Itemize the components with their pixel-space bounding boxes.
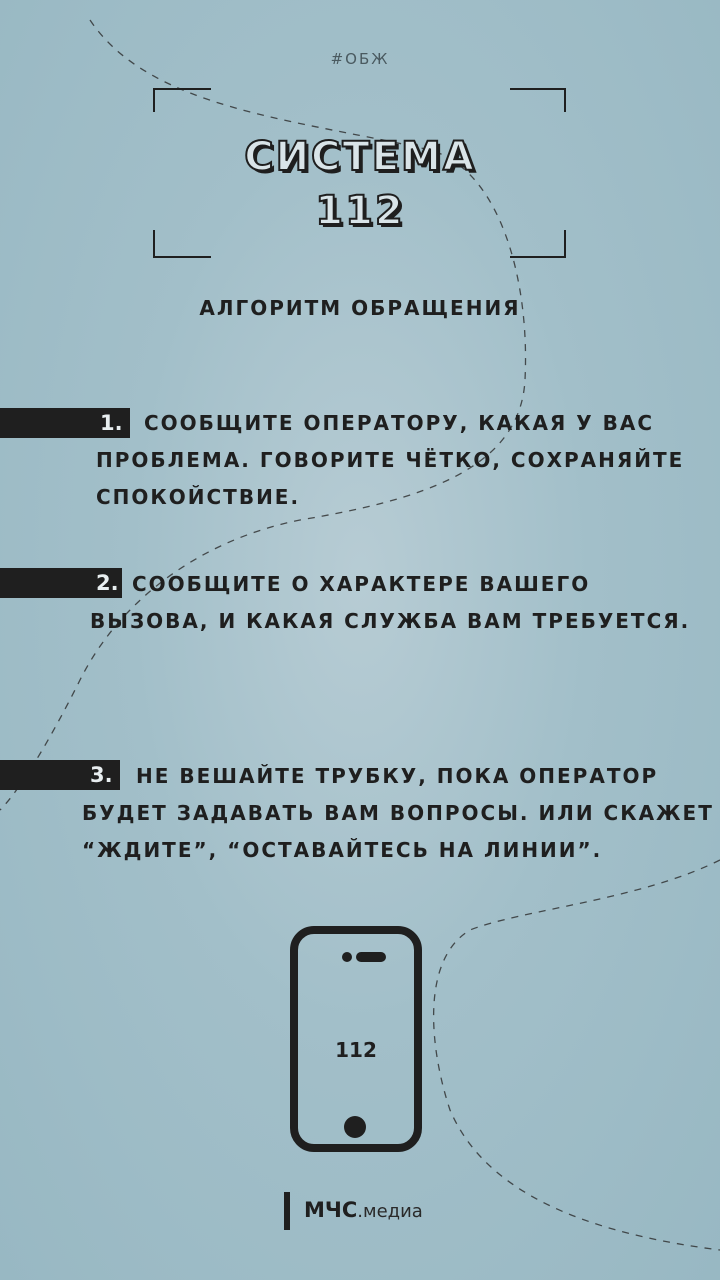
subtitle: АЛГОРИТМ ОБРАЩЕНИЯ <box>199 296 521 320</box>
hashtag: #ОБЖ <box>330 50 390 68</box>
logo-light-text: .медиа <box>357 1201 423 1222</box>
smartphone-icon <box>290 926 422 1152</box>
speaker-slot <box>356 952 386 962</box>
camera-dot <box>342 952 352 962</box>
frame-corner-top-right <box>510 88 566 112</box>
step-2-text: СООБЩИТЕ О ХАРАКТЕРЕ ВАШЕГО ВЫЗОВА, И КАКАЯ СЛУЖБА ВАМ ТРЕБУЕТСЯ. <box>90 572 691 633</box>
frame-corner-top-left <box>153 88 211 112</box>
phone-screen-number: 112 <box>335 1038 377 1062</box>
step-1-text: СООБЩИТЕ ОПЕРАТОРУ, КАКАЯ У ВАС ПРОБЛЕМА. ГОВОРИТЕ ЧЁТКО, СОХРАНЯЙТЕ СПОКОЙСТВИЕ. <box>96 411 685 509</box>
title-line-1: СИСТЕМА <box>244 134 476 180</box>
title-line-2: 112 <box>315 188 405 234</box>
frame-corner-bottom-right <box>510 230 566 258</box>
logo-bold-text: МЧС <box>304 1198 358 1222</box>
logo-bar <box>284 1192 290 1230</box>
home-button <box>344 1116 366 1138</box>
step-3-number: 3. <box>90 763 113 787</box>
step-2-number: 2. <box>96 571 119 595</box>
step-3-text: НЕ ВЕШАЙТЕ ТРУБКУ, ПОКА ОПЕРАТОР БУДЕТ ЗАДАВАТЬ ВАМ ВОПРОСЫ. ИЛИ СКАЖЕТ “ЖДИТЕ”, “ОСТАВАЙТЕСЬ НА ЛИНИИ”. <box>82 764 714 862</box>
mchs-media-logo <box>304 1198 423 1222</box>
step-1-number: 1. <box>100 411 123 435</box>
frame-corner-bottom-left <box>153 230 211 258</box>
